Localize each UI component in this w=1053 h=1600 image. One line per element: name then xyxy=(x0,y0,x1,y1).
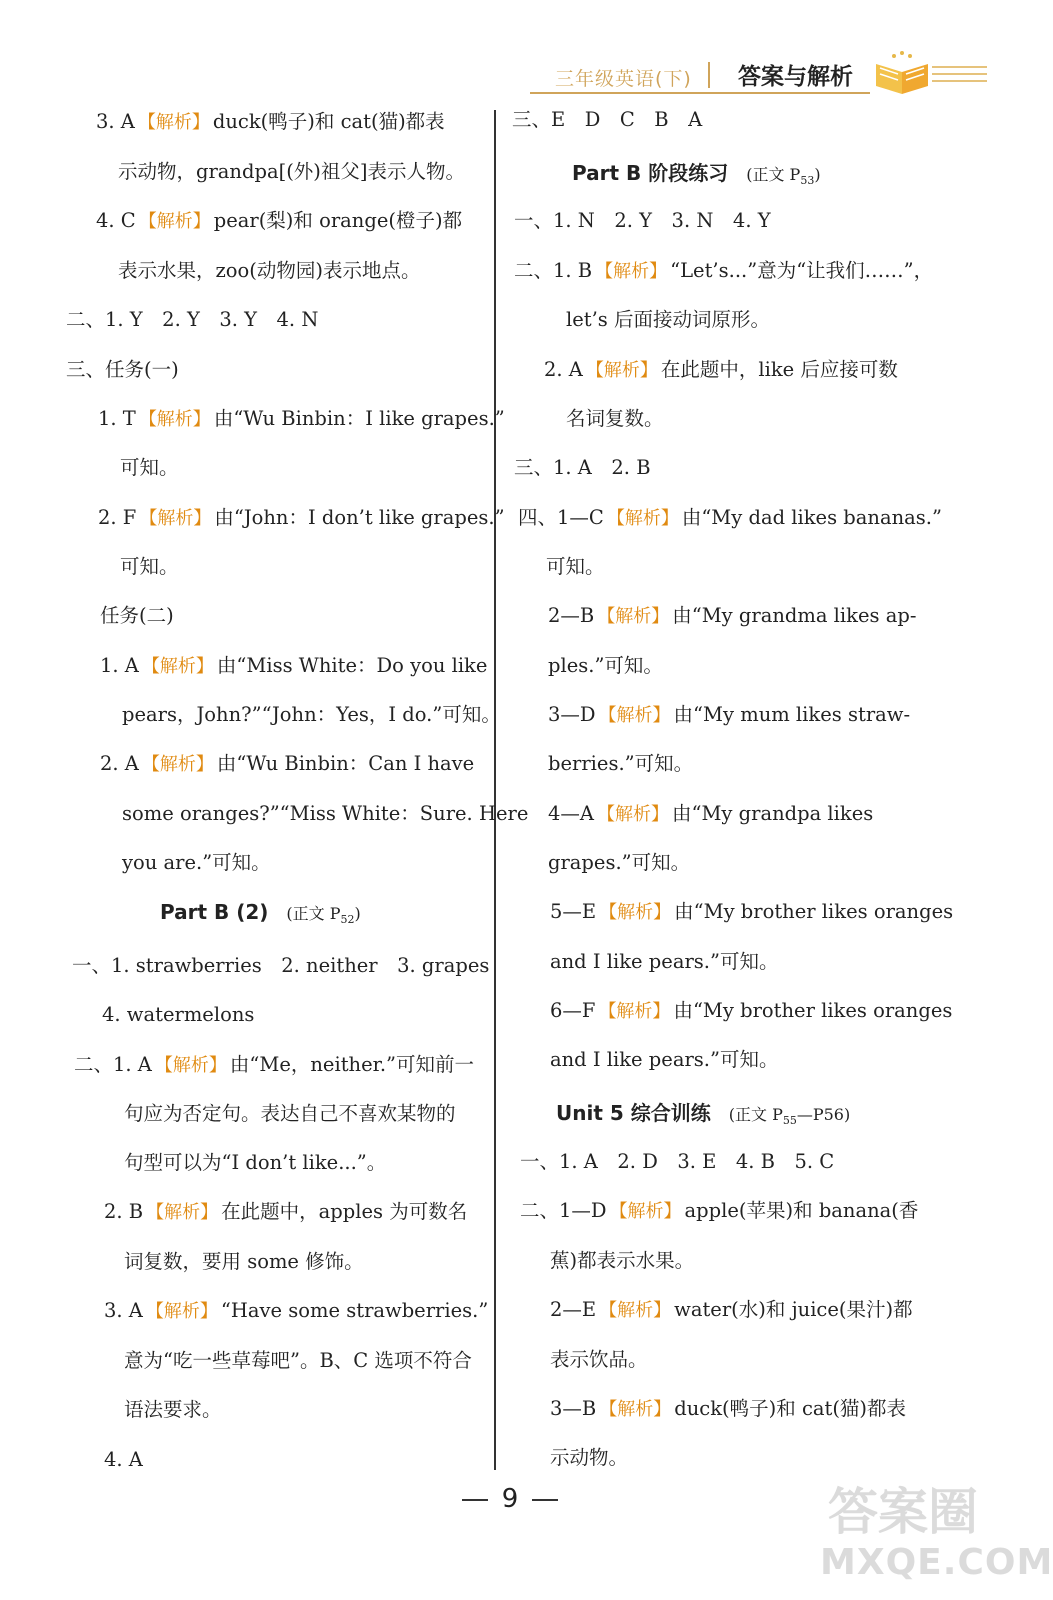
analysis-tag: 【解析】 xyxy=(606,508,679,529)
answer-line xyxy=(548,801,873,828)
answer-text: berries.”可知。 xyxy=(548,752,694,775)
answer-text: 1. T xyxy=(98,407,136,430)
answer-line xyxy=(124,1397,222,1423)
answer-line xyxy=(548,702,910,729)
answer-text: and I like pears.”可知。 xyxy=(550,950,779,973)
answer-line xyxy=(74,1052,474,1079)
analysis-text: “Let’s...”意为“让我们……”， xyxy=(670,259,934,282)
answer-text: 词复数，要用 some 修饰。 xyxy=(124,1250,364,1273)
answer-text: 一、1. A 2. D 3. E 4. B 5. C xyxy=(520,1150,835,1173)
watermark-logo xyxy=(820,1470,1053,1595)
analysis-text: 由“Miss White：Do you like xyxy=(216,654,488,677)
answer-text: 2—E xyxy=(550,1298,597,1321)
analysis-tag: 【解析】 xyxy=(154,1055,227,1076)
answer-line xyxy=(100,603,174,629)
analysis-tag: 【解析】 xyxy=(138,409,211,430)
answer-line xyxy=(566,307,770,333)
answer-text: 一、1. N 2. Y 3. N 4. Y xyxy=(514,209,771,232)
answer-line xyxy=(550,899,953,926)
answer-text: 示动物。 xyxy=(550,1446,629,1469)
answer-line xyxy=(520,1198,918,1225)
answer-text: 2. B xyxy=(104,1200,144,1223)
page-reference: (正文 $P_{53}$) xyxy=(746,165,821,188)
page-reference: (正文 $P_{52}$) xyxy=(286,904,361,927)
answer-line xyxy=(550,1297,913,1324)
answer-text: some oranges?”“Miss White：Sure. Here xyxy=(122,802,529,825)
analysis-tag: 【解析】 xyxy=(141,754,214,775)
header-stripes xyxy=(932,66,987,87)
analysis-text: water(水)和 juice(果汁)都 xyxy=(674,1298,913,1321)
analysis-text: pear(梨)和 orange(橙子)都 xyxy=(213,209,463,232)
section-title: 答案与解析 xyxy=(738,64,853,90)
answer-text: 一、1. strawberries 2. neither 3. grapes xyxy=(72,954,490,977)
answer-text: 1. A xyxy=(100,654,139,677)
answer-line xyxy=(118,159,465,185)
answer-text: 句型可以为“I don’t like...”。 xyxy=(124,1151,387,1174)
answer-text: grapes.”可知。 xyxy=(548,851,691,874)
section-heading-title: Part B (2) xyxy=(160,900,269,924)
answer-line xyxy=(512,107,702,133)
answer-text: 4. watermelons xyxy=(102,1003,255,1026)
analysis-text: 在此题中，apples 为可数名 xyxy=(221,1200,468,1223)
section-heading xyxy=(572,157,821,187)
answer-line xyxy=(550,1248,694,1274)
book-subtitle: 三年级英语(下) xyxy=(555,68,692,90)
analysis-tag: 【解析】 xyxy=(141,656,214,677)
analysis-tag: 【解析】 xyxy=(585,360,658,381)
answer-text: 5—E xyxy=(550,900,597,923)
answer-text: 2. F xyxy=(98,506,137,529)
page-reference: (正文 $P_{55}—P56$) xyxy=(728,1105,851,1128)
answer-text: and I like pears.”可知。 xyxy=(550,1048,779,1071)
answer-line xyxy=(514,208,771,234)
answer-line xyxy=(66,307,318,333)
section-heading xyxy=(160,900,361,926)
answer-text: 2—B xyxy=(548,604,595,627)
answer-text: 表示饮品。 xyxy=(550,1348,648,1371)
page-number-dash xyxy=(532,1499,558,1501)
answer-line xyxy=(520,1149,834,1175)
answer-line xyxy=(100,751,474,778)
analysis-text: duck(鸭子)和 cat(猫)都表 xyxy=(674,1397,907,1420)
watermark-url: MXQE.COM xyxy=(820,1542,1053,1583)
answer-line xyxy=(96,208,462,235)
answer-text: 四、1—C xyxy=(518,506,604,529)
answer-line xyxy=(104,1298,488,1325)
column-divider xyxy=(494,110,496,1470)
answer-text: 可知。 xyxy=(120,555,179,578)
answer-line xyxy=(72,953,489,979)
answer-line xyxy=(550,1047,778,1073)
answer-text: pears，John?”“John：Yes，I do.”可知。 xyxy=(122,703,501,726)
watermark-text: 答案圈 xyxy=(828,1483,978,1541)
analysis-tag: 【解析】 xyxy=(145,1301,218,1322)
answer-text: 二、1—D xyxy=(520,1199,607,1222)
analysis-text: “Have some strawberries.” xyxy=(220,1299,489,1322)
analysis-text: apple(苹果)和 banana(香 xyxy=(684,1199,919,1222)
answer-line xyxy=(548,751,693,777)
answer-line xyxy=(120,554,179,580)
answer-text: 语法要求。 xyxy=(124,1398,222,1421)
answer-text: 4. C xyxy=(96,209,136,232)
open-book-icon xyxy=(872,50,934,96)
answer-line xyxy=(544,357,898,384)
answer-line xyxy=(66,357,179,383)
analysis-tag: 【解析】 xyxy=(597,804,669,825)
answer-line xyxy=(550,1445,628,1471)
analysis-tag: 【解析】 xyxy=(138,211,211,232)
analysis-tag: 【解析】 xyxy=(597,606,670,627)
answer-text: 2. A xyxy=(100,752,139,775)
analysis-text: 由“My grandpa likes xyxy=(672,802,874,825)
answer-line xyxy=(122,702,501,728)
answer-line xyxy=(100,653,487,680)
answer-line xyxy=(104,1199,467,1226)
answer-text: 三、1. A 2. B xyxy=(514,456,651,479)
answer-line xyxy=(548,653,663,679)
answer-text: 表示水果，zoo(动物园)表示地点。 xyxy=(118,259,421,282)
answer-line xyxy=(546,554,605,580)
analysis-tag: 【解析】 xyxy=(137,112,210,133)
answer-line xyxy=(550,998,952,1025)
answer-text: 3—D xyxy=(548,703,596,726)
answer-line xyxy=(96,109,445,136)
answer-line xyxy=(104,1447,143,1473)
analysis-tag: 【解析】 xyxy=(139,508,212,529)
analysis-text: 由“Wu Binbin：I like grapes.” xyxy=(213,407,505,430)
answer-text: 3. A xyxy=(104,1299,143,1322)
section-heading-title: Part B 阶段练习 xyxy=(572,161,729,185)
answer-text: 4—A xyxy=(548,802,594,825)
answer-text: 名词复数。 xyxy=(566,407,664,430)
analysis-text: 由“Me，neither.”可知前一 xyxy=(229,1053,474,1076)
answer-text: 蕉)都表示水果。 xyxy=(550,1249,695,1272)
answer-line xyxy=(122,801,528,827)
analysis-tag: 【解析】 xyxy=(599,1300,672,1321)
answer-line xyxy=(566,406,664,432)
answer-text: you are.”可知。 xyxy=(122,851,271,874)
answer-line xyxy=(98,406,505,433)
analysis-tag: 【解析】 xyxy=(595,261,668,282)
answer-line xyxy=(518,505,942,532)
answer-text: 3—B xyxy=(550,1397,597,1420)
analysis-tag: 【解析】 xyxy=(598,705,671,726)
analysis-text: 在此题中，like 后应接可数 xyxy=(660,358,898,381)
answer-line xyxy=(98,505,505,532)
page-number-dash xyxy=(462,1499,488,1501)
answer-line xyxy=(548,850,690,876)
analysis-text: 由“Wu Binbin：Can I have xyxy=(216,752,475,775)
answer-text: 示动物，grandpa[(外)祖父]表示人物。 xyxy=(118,160,466,183)
answer-line xyxy=(124,1150,386,1176)
section-heading-title: Unit 5 综合训练 xyxy=(556,1101,711,1125)
section-heading xyxy=(556,1097,850,1127)
answer-line xyxy=(102,1002,254,1028)
answer-line xyxy=(122,850,271,876)
answer-line xyxy=(514,258,933,285)
analysis-text: 由“My dad likes bananas.” xyxy=(681,506,942,529)
answer-text: 任务(二) xyxy=(100,604,174,627)
answer-line xyxy=(550,1347,648,1373)
answer-line xyxy=(124,1249,364,1275)
analysis-tag: 【解析】 xyxy=(609,1201,682,1222)
answer-line xyxy=(548,603,916,630)
answer-line xyxy=(550,1396,906,1423)
analysis-text: 由“My mum likes straw- xyxy=(673,703,911,726)
answer-text: 2. A xyxy=(544,358,583,381)
analysis-tag: 【解析】 xyxy=(146,1202,219,1223)
answer-text: 意为“吃一些草莓吧”。B、C 选项不符合 xyxy=(124,1349,472,1372)
header-underline xyxy=(530,92,870,94)
analysis-text: 由“John：I don’t like grapes.” xyxy=(214,506,505,529)
answer-text: 句应为否定句。表达自己不喜欢某物的 xyxy=(124,1102,456,1125)
answer-line xyxy=(120,455,179,481)
answer-text: 可知。 xyxy=(546,555,605,578)
answer-text: 二、1. A xyxy=(74,1053,152,1076)
analysis-tag: 【解析】 xyxy=(598,1001,671,1022)
answer-text: 3. A xyxy=(96,110,135,133)
answer-line xyxy=(124,1101,456,1127)
answer-text: 6—F xyxy=(550,999,596,1022)
answer-text: 三、任务(一) xyxy=(66,358,179,381)
analysis-text: 由“My grandma likes ap- xyxy=(672,604,917,627)
analysis-text: duck(鸭子)和 cat(猫)都表 xyxy=(212,110,445,133)
answer-line xyxy=(124,1348,472,1374)
answer-text: 二、1. B xyxy=(514,259,593,282)
page-header xyxy=(500,50,1000,100)
analysis-text: 由“My brother likes oranges xyxy=(673,999,953,1022)
answer-line xyxy=(118,258,420,284)
analysis-tag: 【解析】 xyxy=(599,902,672,923)
answer-text: ples.”可知。 xyxy=(548,654,663,677)
answer-text: let’s 后面接动词原形。 xyxy=(566,308,771,331)
analysis-tag: 【解析】 xyxy=(599,1399,672,1420)
answer-line xyxy=(514,455,651,481)
analysis-text: 由“My brother likes oranges xyxy=(674,900,954,923)
header-separator xyxy=(708,62,710,88)
answer-text: 可知。 xyxy=(120,456,179,479)
page-number-value: 9 xyxy=(501,1484,519,1514)
answer-text: 4. A xyxy=(104,1448,143,1471)
answer-line xyxy=(550,949,778,975)
answer-text: 二、1. Y 2. Y 3. Y 4. N xyxy=(66,308,319,331)
answer-text: 三、E D C B A xyxy=(512,108,703,131)
page-number xyxy=(440,1484,580,1514)
